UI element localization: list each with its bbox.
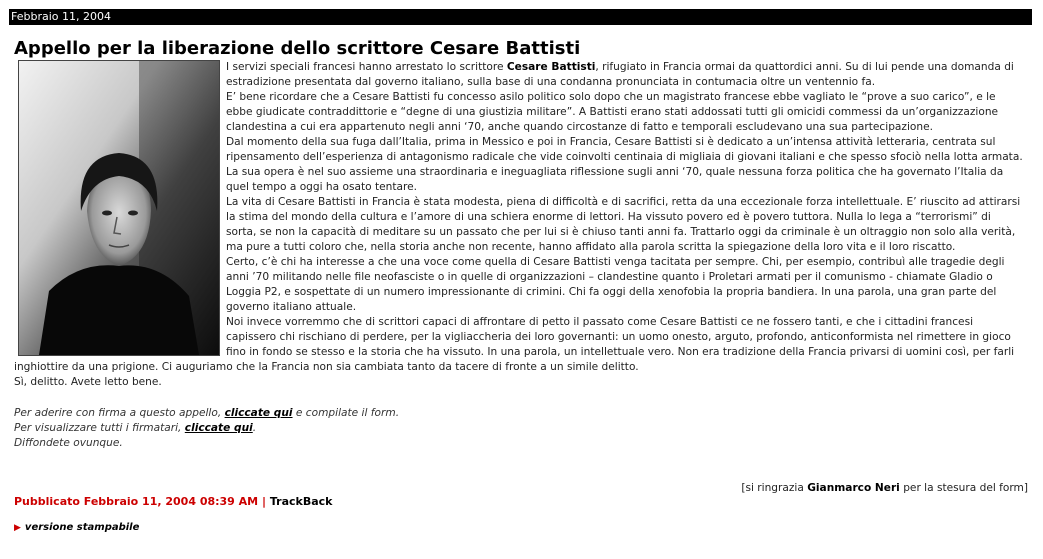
paragraph-1-text-a: I servizi speciali francesi hanno arrestato lo scrittore: [226, 61, 507, 73]
portrait-illustration: [19, 61, 219, 355]
form-credits: [741, 481, 1028, 495]
author-name: Cesare Battisti: [506, 61, 596, 73]
appeal-line-3: Diffondete ovunque.: [14, 437, 123, 449]
paragraph-6: Noi invece vorremmo che di scrittori capaci di affrontare di petto il passato come Cesare Battisti ce ne fossero tanti, e che i cittadini francesi capissero chi rischiano di perdere, per la vigliaccheria dei loro governanti: un uomo onesto, arguto, profondo, anticonformista nel rimettere in gioco fino in fondo se stesso e la storia che ha vissuto. In una parola, un intellettuale vero. Non era tradizione della Francia privarsi di uomini così, per farli inghiottire da una prigione. Ci auguriamo che la Francia non sia cambiata tanto da tacere di fronte a un simile delitto.: [14, 316, 1015, 373]
appeal-line-1-tail: e compilate il form.: [292, 407, 400, 419]
post-body: [14, 60, 1024, 451]
footer-separator: |: [261, 495, 266, 508]
appeal-line-2-tail: .: [252, 422, 257, 434]
sign-appeal-link[interactable]: cliccate qui: [224, 407, 293, 419]
credits-name: Gianmarco Neri: [807, 482, 900, 494]
paragraph-1-text-b: , rifugiato in Francia ormai da quattordici anni. Su di lui pende una domanda di estradizione presentata dal governo italiano, sulla base di una condanna pronunciata in contumacia oltre un ventennio fa.: [226, 61, 1014, 88]
appeal-line-2-text: Per visualizzare tutti i firmatari,: [14, 422, 185, 434]
paragraph-3: Dal momento della sua fuga dall’Italia, prima in Messico e poi in Francia, Cesare Battisti si è dedicato a un’intensa attività letteraria, centrata sul ripensamento dell’esperienza di antagonismo radicale che vide coinvolti centinaia di migliaia di giovani italiani e che spesso sfociò nella lotta armata. La sua opera è nel suo assieme una straordinaria e ineguagliata riflessione sugli anni ‘70, quale nessuna forza politica che ha governato l’Italia da quel tempo a oggi ha osato tentare.: [226, 136, 1023, 193]
printable-version-link[interactable]: [14, 521, 139, 535]
published-timestamp[interactable]: Pubblicato Febbraio 11, 2004 08:39 AM: [14, 495, 259, 508]
paragraph-5: Certo, c’è chi ha interesse a che una voce come quella di Cesare Battisti venga tacitata per sempre. Chi, per esempio, contribuì alle tragedie degli anni ’70 militando nelle file neofasciste o in quelle di organizzazioni – clandestine quanto i Proletari armati per il comunismo - chiamate Gladio o Loggia P2, e sospettate di un numero impressionante di crimini. Chi fa oggi della xenofobia la propria bandiera. In una parola, una gran parte del governo italiano attuale.: [226, 256, 1005, 313]
view-signatories-link[interactable]: cliccate qui: [184, 422, 253, 434]
trackback-link[interactable]: TrackBack: [269, 495, 333, 508]
triangle-right-icon: ▶: [14, 523, 21, 533]
author-photo: [18, 60, 220, 356]
date-header: Febbraio 11, 2004: [9, 9, 1032, 25]
credits-text-a: [si ringrazia: [741, 482, 808, 494]
paragraph-4: La vita di Cesare Battisti in Francia è stata modesta, piena di difficoltà e di sacrifici, retta da una eccezionale forza intellettuale. E’ riuscito ad attirarsi la stima del mondo della cultura e l’amore di una schiera enorme di lettori. Ha vissuto povero ed è povero tuttora. Nulla lo lega a “terrorismi” di sorta, se non la capacità di meditare su un passato che per lui si è chiuso tanti anni fa. Trattarlo oggi da criminale è un oltraggio non solo alla verità, ma pure a tutti coloro che, nella storia anche non recente, hanno affidato alla parola scritta la spiegazione della loro vita e il loro riscatto.: [226, 196, 1021, 253]
printable-version-label: versione stampabile: [24, 522, 140, 533]
credits-text-b: per la stesura del form]: [899, 482, 1028, 494]
appeal-line-1-text: Per aderire con firma a questo appello,: [14, 407, 225, 419]
post-footer: [14, 495, 332, 509]
paragraph-7: Sì, delitto. Avete letto bene.: [14, 376, 162, 388]
paragraph-2: E’ bene ricordare che a Cesare Battisti fu concesso asilo politico solo dopo che un magistrato francese ebbe vagliato le “prove a suo carico”, e le ebbe giudicate contraddittorie e “degne di una giustizia militare”. A Battisti erano stati addossati tutti gli omicidi commessi da un’organizzazione clandestina a cui era appartenuto negli anni ‘70, anche quando circostanze di fatto e temporali escludevano una sua partecipazione.: [226, 91, 999, 133]
appeal-section: [14, 406, 1024, 451]
post-title: Appello per la liberazione dello scrittore Cesare Battisti: [14, 38, 581, 59]
